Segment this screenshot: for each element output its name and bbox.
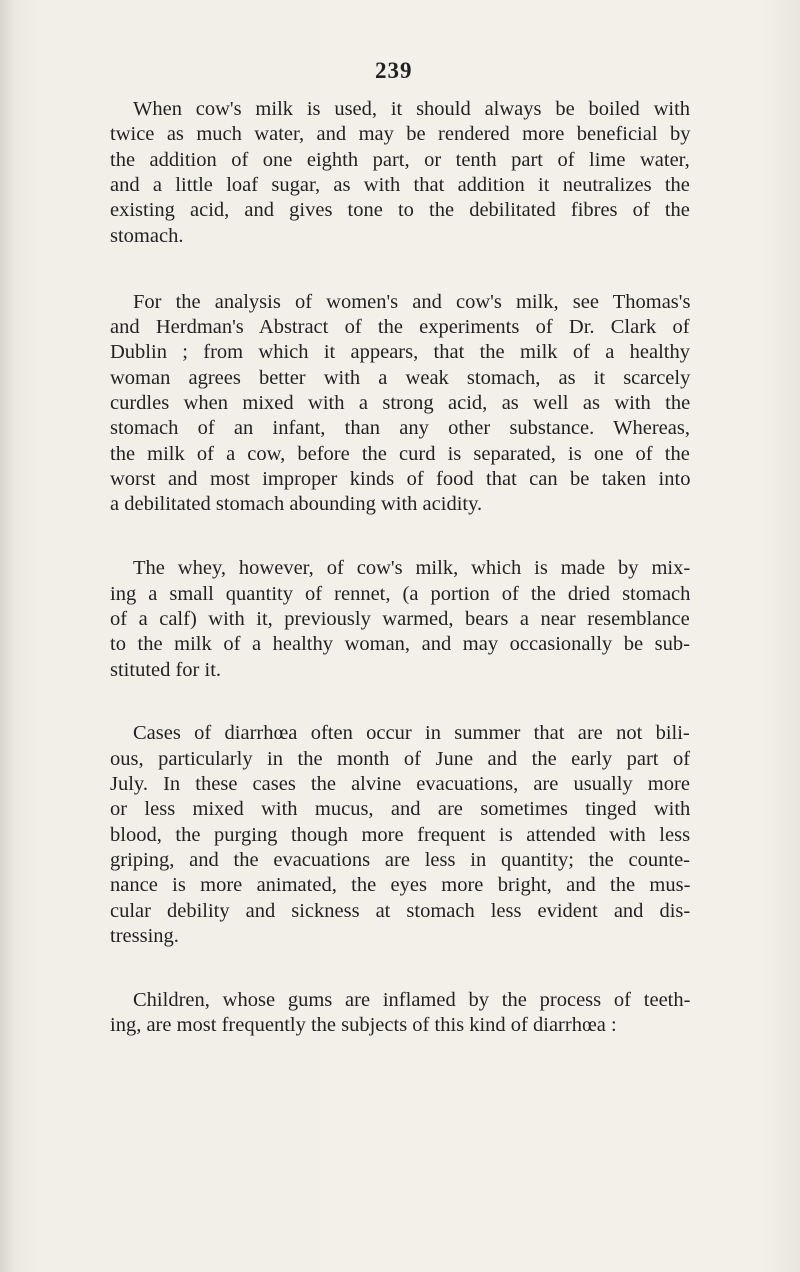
text-line: of a calf) with it, previously warmed, bears a near resemblance xyxy=(110,608,690,630)
text-line: July. In these cases the alvine evacuations, are usually more xyxy=(110,773,690,795)
text-line: ing, are most frequently the subjects of this kind of diarrhœa : xyxy=(110,1014,617,1036)
text-line: or less mixed with mucus, and are sometimes tinged with xyxy=(110,798,691,820)
text-line: blood, the purging though more frequent is attended with less xyxy=(110,824,691,846)
text-line: the milk of a cow, before the curd is separated, is one of the xyxy=(110,443,690,465)
text-line: stomach. xyxy=(110,225,184,247)
text-line: tressing. xyxy=(110,925,179,947)
text-line: ing a small quantity of rennet, (a portion of the dried stomach xyxy=(110,583,691,605)
text-line: Dublin ; from which it appears, that the milk of a healthy xyxy=(110,341,690,363)
text-line: The whey, however, of cow's milk, which is made by mix- xyxy=(133,557,691,579)
text-line: When cow's milk is used, it should always be boiled with xyxy=(133,98,691,120)
text-line: Cases of diarrhœa often occur in summer that are not bili- xyxy=(133,722,690,744)
text-line: to the milk of a healthy woman, and may occasionally be sub- xyxy=(110,633,690,655)
text-line: worst and most improper kinds of food that can be taken into xyxy=(110,468,691,490)
text-line: Children, whose gums are inflamed by the process of teeth- xyxy=(133,989,691,1011)
text-line: twice as much water, and may be rendered more beneficial by xyxy=(110,123,691,145)
text-line: stomach of an infant, than any other substance. Whereas, xyxy=(110,417,690,439)
text-line: cular debility and sickness at stomach less evident and dis- xyxy=(110,900,691,922)
text-line: woman agrees better with a weak stomach, as it scarcely xyxy=(110,367,691,389)
text-line: griping, and the evacuations are less in quantity; the counte- xyxy=(110,849,690,871)
text-line: and a little loaf sugar, as with that addition it neutralizes the xyxy=(110,174,690,196)
text-line: nance is more animated, the eyes more bright, and the mus- xyxy=(110,874,691,896)
text-line: curdles when mixed with a strong acid, as well as with the xyxy=(110,392,691,414)
text-line: existing acid, and gives tone to the debilitated fibres of the xyxy=(110,199,690,221)
page-edge-shadow xyxy=(0,0,14,1272)
text-line: a debilitated stomach abounding with acidity. xyxy=(110,493,483,515)
text-line: ous, particularly in the month of June and the early part of xyxy=(110,748,691,770)
page-number: 239 xyxy=(375,58,413,83)
text-line: For the analysis of women's and cow's milk, see Thomas's xyxy=(133,291,691,313)
text-line: stituted for it. xyxy=(110,659,222,681)
text-line: the addition of one eighth part, or tenth part of lime water, xyxy=(110,149,690,171)
text-line: and Herdman's Abstract of the experiments of Dr. Clark of xyxy=(110,316,690,338)
